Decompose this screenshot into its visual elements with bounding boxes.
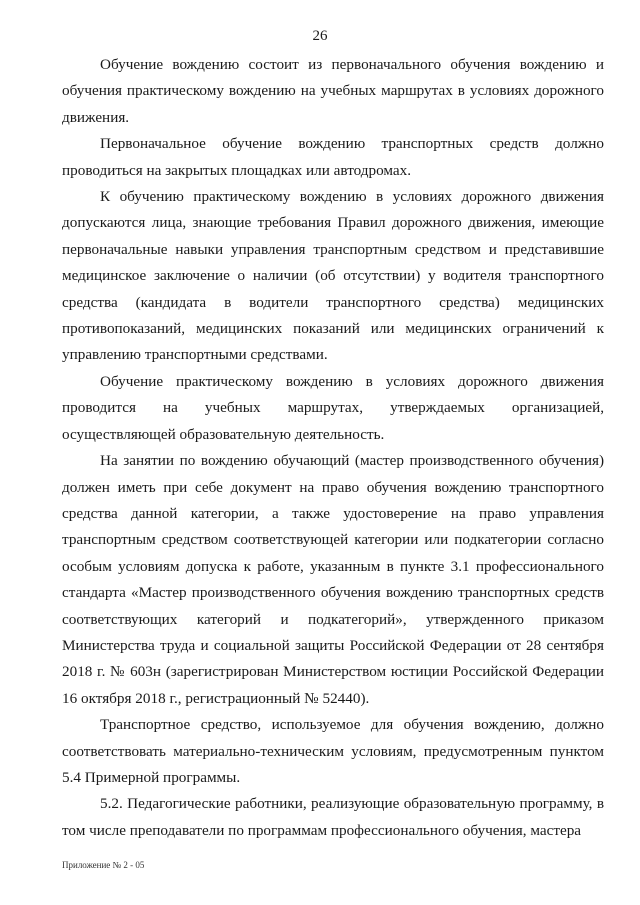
document-body [62,52,604,844]
paragraph-admission-requirements: К обучению практическому вождению в условиях дорожного движения допускаются лица, знающие требования Правил дорожного движения, имеющие первоначальные навыки управления транспортным средством и представившие медицинское заключение о наличии (об отсутствии) у водителя транспортного средства (кандидата в водители транспортного средства) медицинских противопоказаний, медицинских показаний или медицинских ограничений к управлению транспортными средствами. [62,188,604,364]
footer-note: Приложение № 2 - 05 [62,860,145,870]
paragraph-initial-training-location: Первоначальное обучение вождению транспортных средств должно проводиться на закрытых площадках или автодромах. [62,135,604,179]
paragraph-driving-training-structure: Обучение вождению состоит из первоначального обучения вождению и обучения практическому вождению на учебных маршрутах в условиях дорожного движения. [62,56,604,126]
paragraph-vehicle-requirements: Транспортное средство, используемое для обучения вождению, должно соответствовать материально-техническим условиям, предусмотренным пунктом 5.4 Примерной программы. [62,716,604,786]
paragraph-training-routes: Обучение практическому вождению в условиях дорожного движения проводится на учебных маршрутах, утверждаемых организацией, осуществляющей образовательную деятельность. [62,372,604,443]
page-number: 26 [312,28,328,44]
paragraph-pedagogical-staff: 5.2. Педагогические работники, реализующие образовательную программу, в том числе преподаватели по программам профессионального обучения, мастера [62,795,604,839]
paragraph-instructor-documents: На занятии по вождению обучающий (мастер производственного обучения) должен иметь при себе документ на право обучения вождению транспортного средства данной категории, а также удостоверение на право управления транспортным средством соответствующей категории или подкатегории согласно особым условиям допуска к работе, указанным в пункте 3.1 профессионального стандарта «Мастер производственного обучения вождению транспортных средств соответствующих категорий и подкатегорий», утвержденного приказом Министерства труда и социальной защиты Российской Федерации от 28 сентября 2018 г. № 603н (зарегистрирован Министерством юстиции Российской Федерации 16 октября 2018 г., регистрационный № 52440). [62,452,604,707]
